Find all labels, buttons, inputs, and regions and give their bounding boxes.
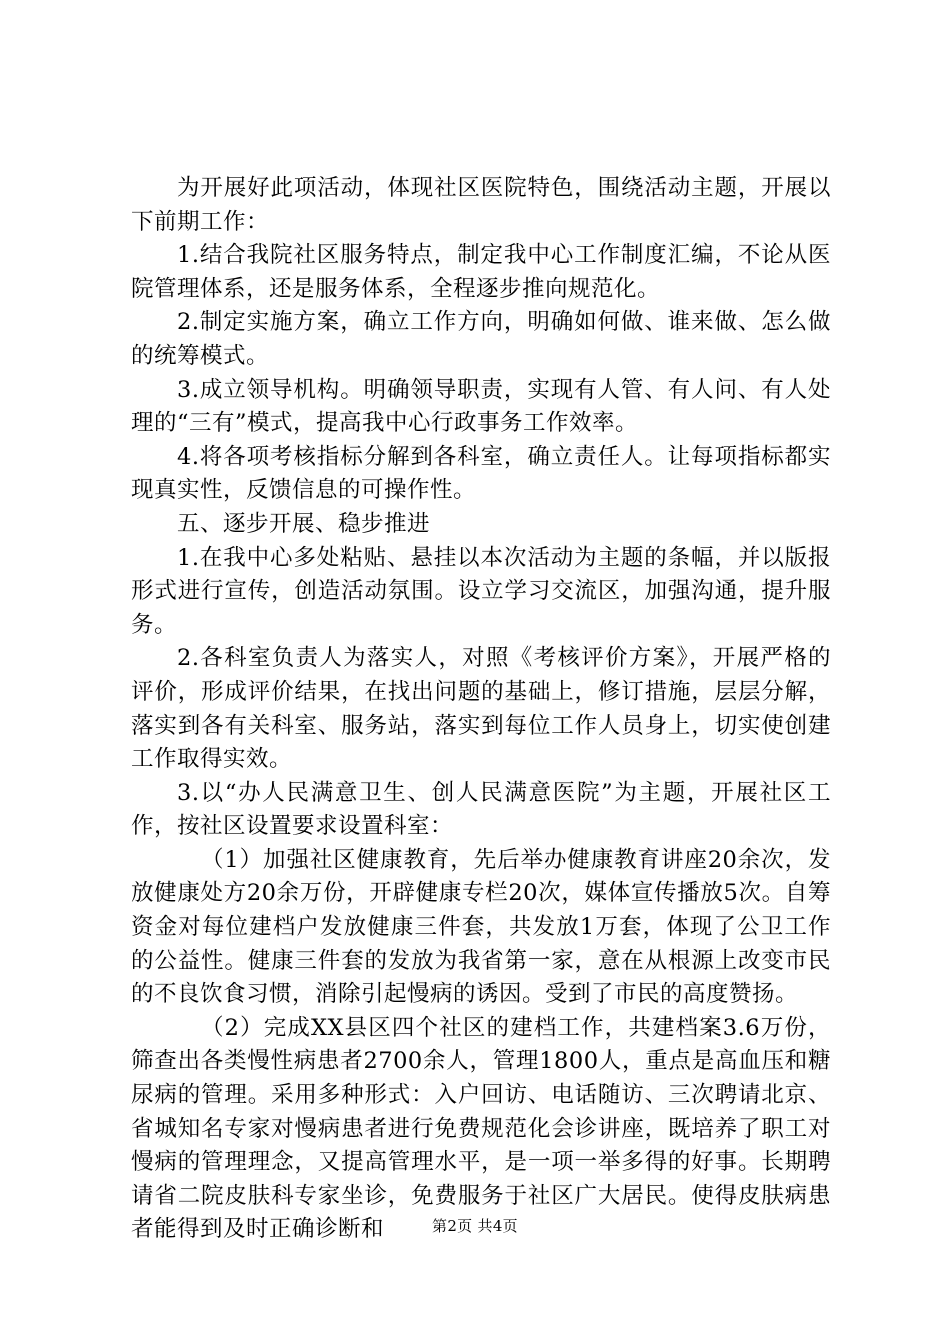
paragraph-step-1: 1.在我中心多处粘贴、悬挂以本次活动为主题的条幅，并以版报形式进行宣传，创造活动氛围。设立学习交流区，加强沟通，提升服务。 bbox=[131, 544, 831, 638]
paragraph-item-1: 1.结合我院社区服务特点，制定我中心工作制度汇编，不论从医院管理体系，还是服务体系，全程逐步推向规范化。 bbox=[131, 242, 831, 302]
page-footer: 第2页 共4页 bbox=[432, 1217, 518, 1235]
paragraph-sub-2: （2）完成XX县区四个社区的建档工作，共建档案3.6万份，筛查出各类慢性病患者2700余人，管理1800人，重点是高血压和糖尿病的管理。采用多种形式：入户回访、电话随访、三次聘请北京、省城知名专家对慢病患者进行免费规范化会诊讲座，既培养了职工对慢病的管理理念，又提高管理水平，是一项一举多得的好事。长期聘请省二院皮肤科专家坐诊，免费服务于社区广大居民。使得皮肤病患者能得到及时正确诊断和 bbox=[131, 1014, 831, 1243]
paragraph-item-3: 3.成立领导机构。明确领导职责，实现有人管、有人问、有人处理的“三有”模式，提高我中心行政事务工作效率。 bbox=[131, 376, 831, 437]
paragraph-item-2: 2.制定实施方案，确立工作方向，明确如何做、谁来做、怎么做的统筹模式。 bbox=[131, 309, 831, 369]
paragraph-step-3: 3.以“办人民满意卫生、创人民满意医院”为主题，开展社区工作，按社区设置要求设置科室： bbox=[131, 779, 831, 840]
document-body bbox=[131, 172, 831, 1247]
paragraph-intro: 为开展好此项活动，体现社区医院特色，围绕活动主题，开展以下前期工作： bbox=[131, 175, 831, 235]
paragraph-sub-1: （1）加强社区健康教育，先后举办健康教育讲座20余次，发放健康处方20余万份，开辟健康专栏20次，媒体宣传播放5次。自筹资金对每位建档户发放健康三件套，共发放1万套，体现了公卫工作的公益性。健康三件套的发放为我省第一家，意在从根源上改变市民的不良饮食习惯，消除引起慢病的诱因。受到了市民的高度赞扬。 bbox=[131, 846, 831, 1008]
section-heading: 五、逐步开展、稳步推进 bbox=[177, 510, 431, 537]
paragraph-item-4: 4.将各项考核指标分解到各科室，确立责任人。让每项指标都实现真实性，反馈信息的可操作性。 bbox=[131, 443, 831, 504]
paragraph-step-2: 2.各科室负责人为落实人，对照《考核评价方案》，开展严格的评价，形成评价结果，在找出问题的基础上，修订措施，层层分解，落实到各有关科室、服务站，落实到每位工作人员身上，切实使创建工作取得实效。 bbox=[131, 645, 831, 773]
